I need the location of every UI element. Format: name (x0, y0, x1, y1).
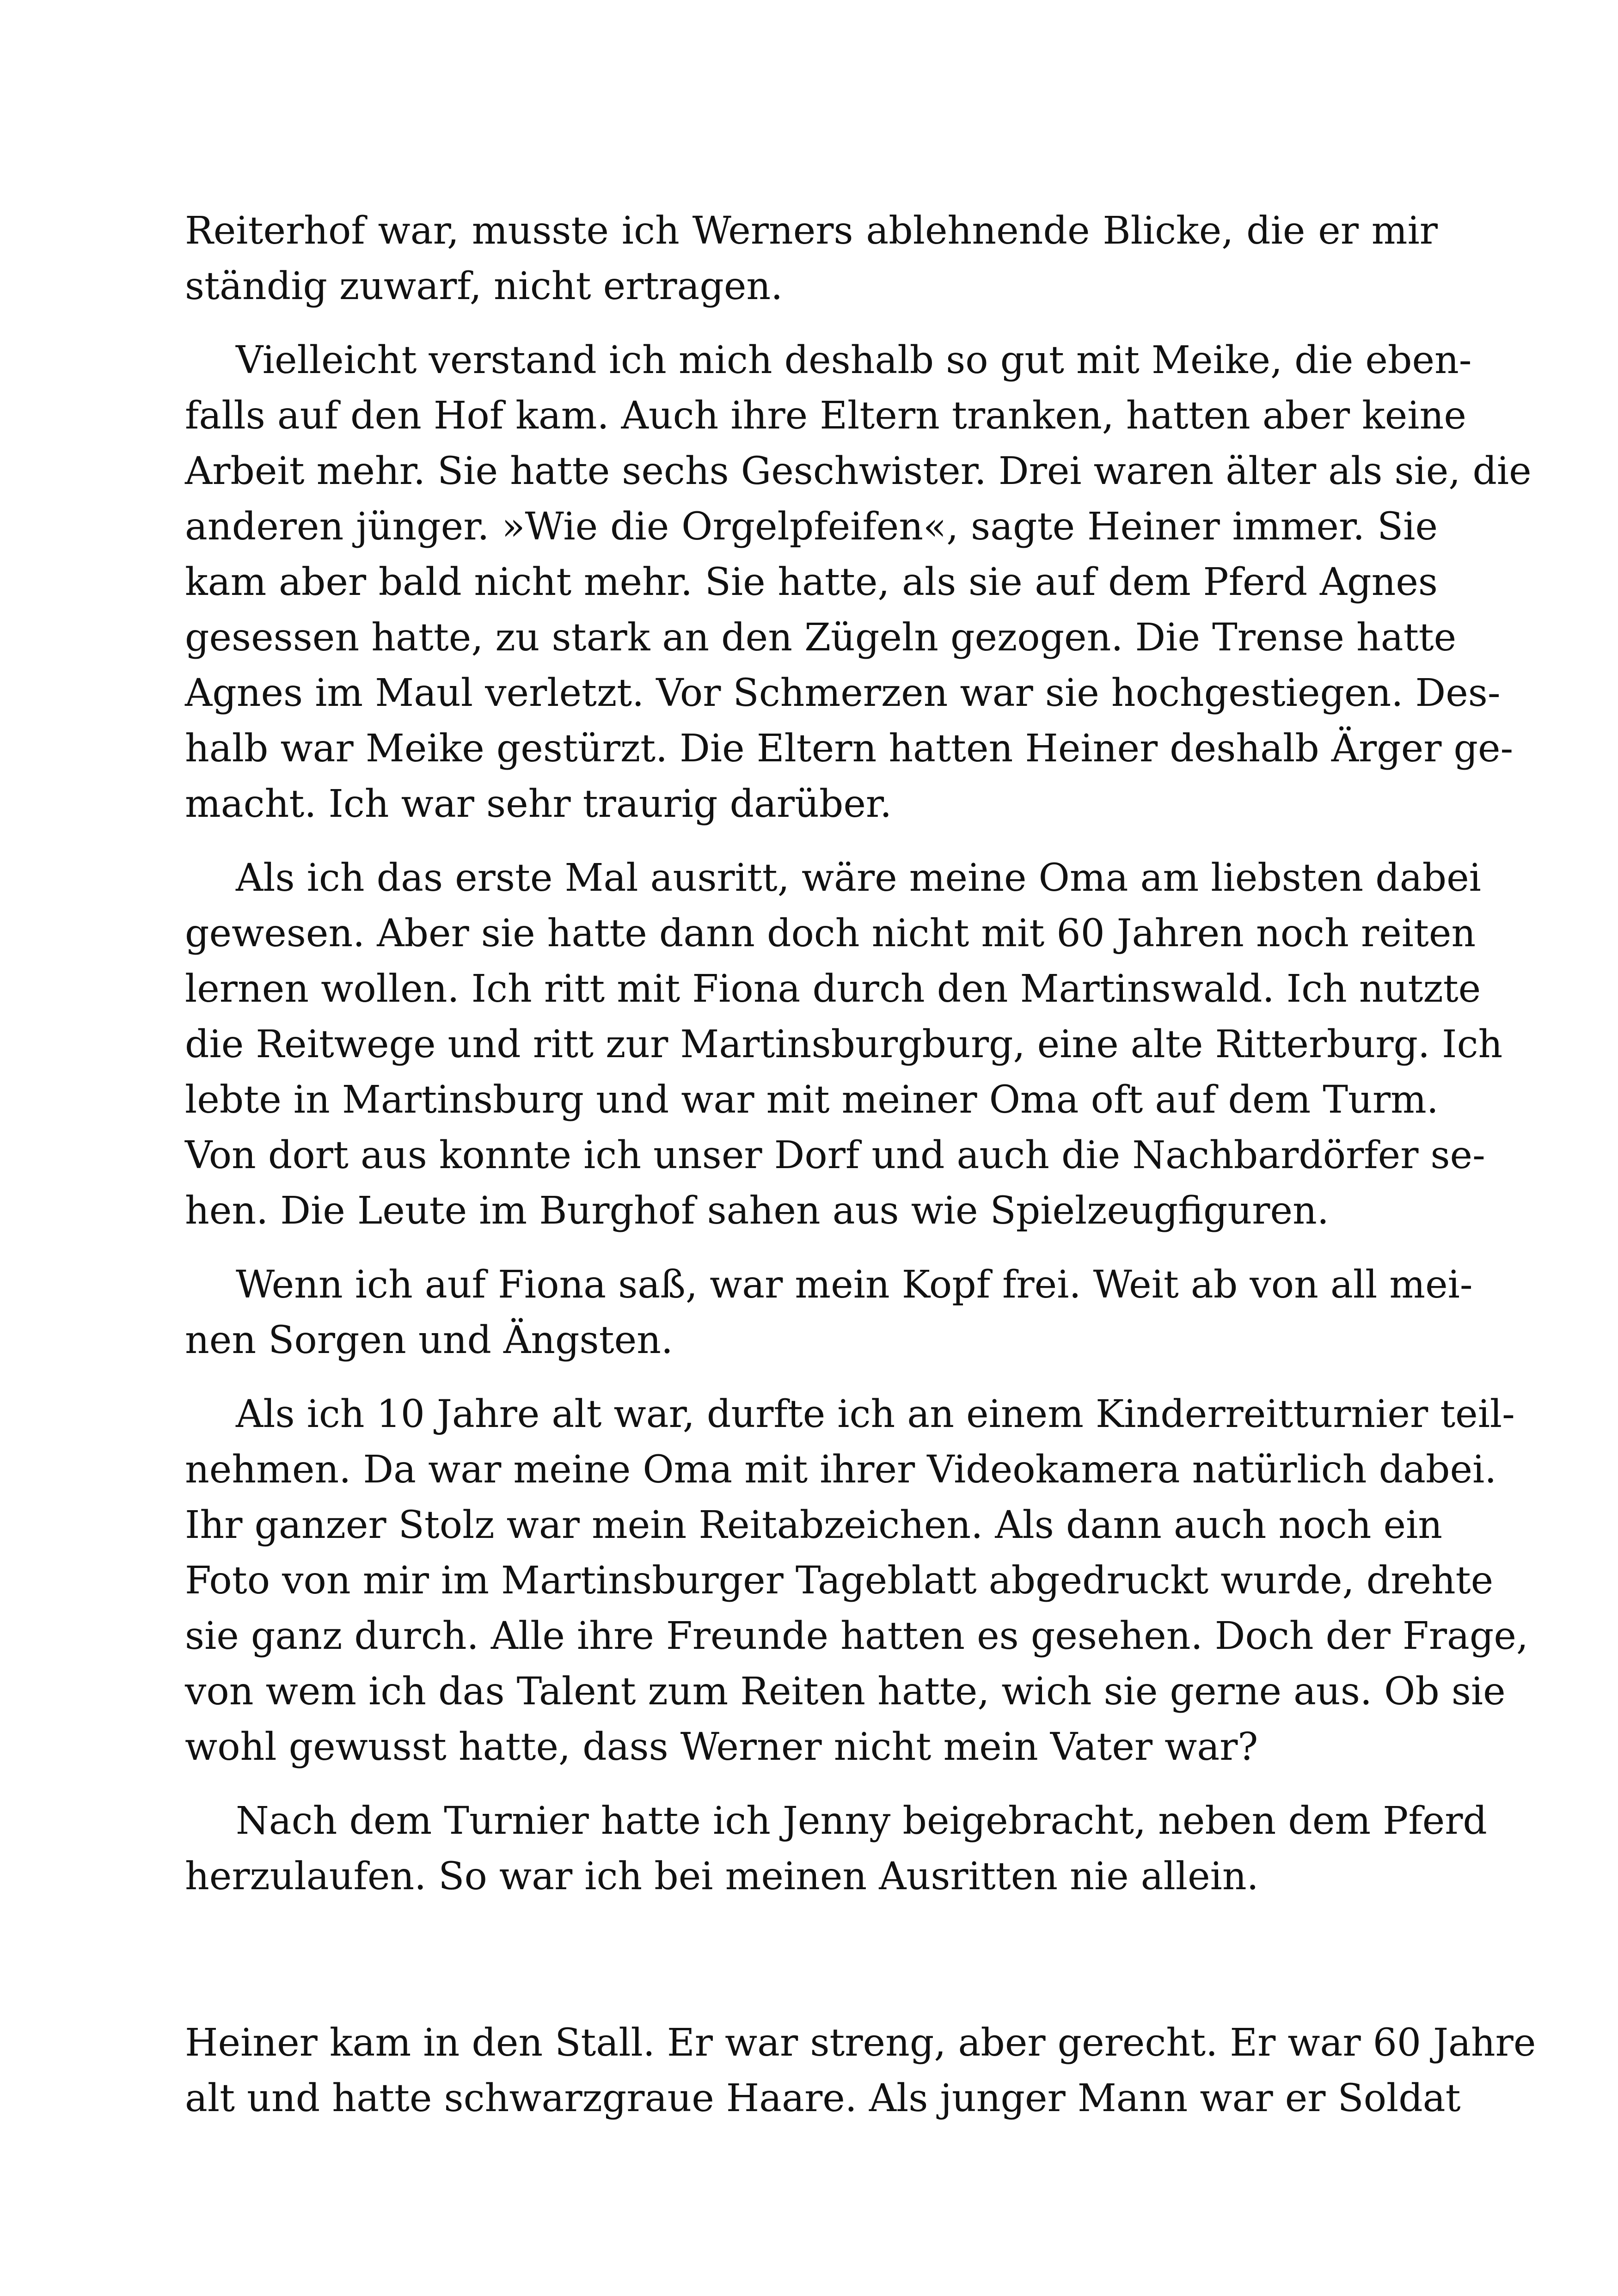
text-line: Agnes im Maul verletzt. Vor Schmerzen war sie hochgestiegen. Des- (185, 671, 1501, 715)
paragraph-1 (185, 203, 1438, 314)
text-line: anderen jünger. »Wie die Orgelpfeifen«, sagte Heiner immer. Sie (185, 505, 1438, 549)
text-line: Als ich 10 Jahre alt war, durfte ich an einem Kinderreitturnier teil- (236, 1392, 1515, 1436)
text-line: Heiner kam in den Stall. Er war streng, aber gerecht. Er war 60 Jahre (185, 2021, 1536, 2065)
paragraph-5 (185, 1387, 1528, 1775)
text-line: gewesen. Aber sie hatte dann doch nicht mit 60 Jahren noch reiten (185, 912, 1476, 955)
text-line: von wem ich das Talent zum Reiten hatte, wich sie gerne aus. Ob sie (185, 1670, 1506, 1714)
text-line: nehmen. Da war meine Oma mit ihrer Videokamera natürlich dabei. (185, 1448, 1497, 1492)
paragraph-2 (185, 333, 1532, 832)
text-line: nen Sorgen und Ängsten. (185, 1318, 673, 1362)
text-line: Von dort aus konnte ich unser Dorf und auch die Nachbardörfer se- (185, 1133, 1485, 1177)
paragraph-6 (185, 1794, 1487, 1904)
text-line: sie ganz durch. Alle ihre Freunde hatten es gesehen. Doch der Frage, (185, 1614, 1528, 1658)
text-line: macht. Ich war sehr traurig darüber. (185, 782, 892, 826)
text-line: hen. Die Leute im Burghof sahen aus wie Spielzeugfiguren. (185, 1189, 1329, 1233)
paragraph-4 (185, 1257, 1473, 1368)
text-line: Ihr ganzer Stolz war mein Reitabzeichen. Als dann auch noch ein (185, 1503, 1443, 1547)
text-line: gesessen hatte, zu stark an den Zügeln gezogen. Die Trense hatte (185, 616, 1457, 660)
page-text (185, 203, 1536, 2126)
text-line: wohl gewusst hatte, dass Werner nicht mein Vater war? (185, 1725, 1258, 1769)
text-line: die Reitwege und ritt zur Martinsburgburg, eine alte Ritterburg. Ich (185, 1022, 1503, 1066)
text-line: Foto von mir im Martinsburger Tageblatt abgedruckt wurde, drehte (185, 1559, 1494, 1603)
text-line: ständig zuwarf, nicht ertragen. (185, 264, 783, 308)
text-line: herzulaufen. So war ich bei meinen Ausritten nie allein. (185, 1855, 1259, 1898)
section-break (185, 1904, 1438, 2015)
text-line: Als ich das erste Mal ausritt, wäre meine Oma am liebsten dabei (236, 856, 1481, 900)
paragraph-3 (185, 851, 1503, 1239)
text-line: lernen wollen. Ich ritt mit Fiona durch den Martinswald. Ich nutzte (185, 967, 1481, 1011)
section-two-paragraph (185, 2015, 1536, 2126)
text-line: kam aber bald nicht mehr. Sie hatte, als sie auf dem Pferd Agnes (185, 560, 1438, 604)
text-line: Nach dem Turnier hatte ich Jenny beigebracht, neben dem Pferd (236, 1799, 1487, 1843)
text-line: Reiterhof war, musste ich Werners ablehnende Blicke, die er mir (185, 209, 1438, 253)
text-line: Arbeit mehr. Sie hatte sechs Geschwister. Drei waren älter als sie, die (185, 449, 1532, 493)
text-line: alt und hatte schwarzgraue Haare. Als junger Mann war er Soldat (185, 2076, 1461, 2120)
text-line: Vielleicht verstand ich mich deshalb so gut mit Meike, die eben- (236, 338, 1472, 382)
text-line: falls auf den Hof kam. Auch ihre Eltern tranken, hatten aber keine (185, 394, 1466, 438)
text-line: lebte in Martinsburg und war mit meiner Oma oft auf dem Turm. (185, 1078, 1439, 1122)
text-line: halb war Meike gestürzt. Die Eltern hatten Heiner deshalb Ärger ge- (185, 727, 1514, 771)
text-line: Wenn ich auf Fiona saß, war mein Kopf frei. Weit ab von all mei- (236, 1263, 1473, 1307)
